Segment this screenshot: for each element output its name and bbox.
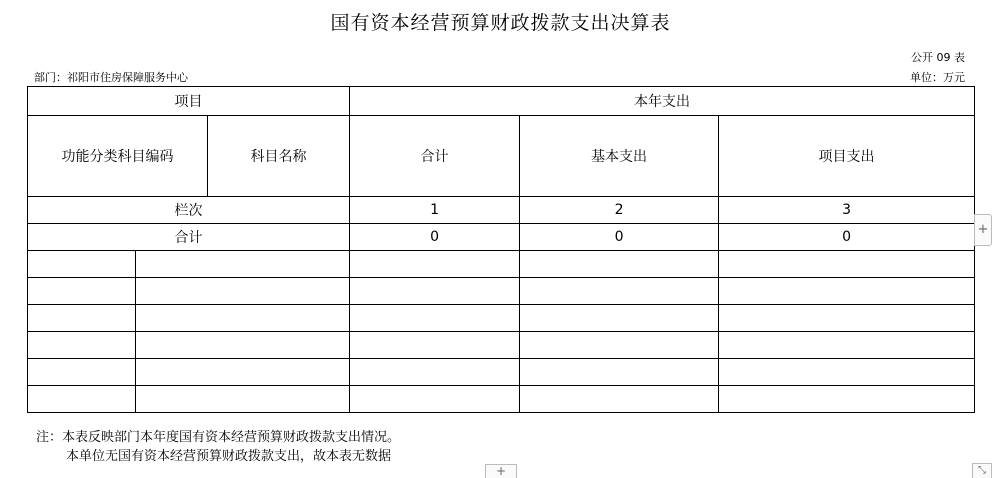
table-cell[interactable] — [350, 278, 520, 305]
add-column-icon[interactable]: + — [974, 214, 992, 246]
table-cell[interactable] — [520, 332, 719, 359]
table-row — [28, 278, 975, 305]
table-cell[interactable] — [350, 359, 520, 386]
column-index-3[interactable]: 3 — [719, 197, 975, 224]
table-cell[interactable] — [520, 251, 719, 278]
table-cell[interactable] — [136, 251, 350, 278]
table-cell[interactable] — [28, 332, 136, 359]
column-index-1[interactable]: 1 — [350, 197, 520, 224]
total-row-total[interactable]: 0 — [350, 224, 520, 251]
header-subject-name[interactable]: 科目名称 — [208, 116, 350, 197]
resize-handle-icon[interactable]: ⤡ — [972, 463, 992, 478]
table-cell[interactable] — [136, 278, 350, 305]
header-current-year-expense[interactable]: 本年支出 — [350, 87, 975, 116]
add-row-icon[interactable]: + — [485, 464, 517, 478]
table-cell[interactable] — [719, 251, 975, 278]
header-total[interactable]: 合计 — [350, 116, 520, 197]
unit-label: 单位：万元 — [910, 71, 965, 84]
table-row — [28, 386, 975, 413]
header-func-code[interactable]: 功能分类科目编码 — [28, 116, 208, 197]
table-cell[interactable] — [350, 332, 520, 359]
table-cell[interactable] — [136, 359, 350, 386]
column-index-2[interactable]: 2 — [520, 197, 719, 224]
total-row — [28, 224, 975, 251]
note-line-2: 本单位无国有资本经营预算财政拨款支出，故本表无数据 — [66, 449, 392, 464]
table-cell[interactable] — [520, 359, 719, 386]
table-row — [28, 305, 975, 332]
table-cell[interactable] — [350, 386, 520, 413]
header-project-expense[interactable]: 项目支出 — [719, 116, 975, 197]
header-project[interactable]: 项目 — [28, 87, 350, 116]
expense-table — [27, 86, 975, 413]
table-cell[interactable] — [350, 251, 520, 278]
table-row — [28, 359, 975, 386]
table-cell[interactable] — [136, 305, 350, 332]
table-cell[interactable] — [28, 251, 136, 278]
table-cell[interactable] — [719, 386, 975, 413]
column-index-label[interactable]: 栏次 — [28, 197, 350, 224]
note-line-1: 注：本表反映部门本年度国有资本经营预算财政拨款支出情况。 — [36, 430, 401, 445]
table-cell[interactable] — [719, 278, 975, 305]
table-row — [28, 251, 975, 278]
table-cell[interactable] — [350, 305, 520, 332]
column-index-row — [28, 197, 975, 224]
department-label: 部门：祁阳市住房保障服务中心 — [34, 71, 188, 84]
header-row-sub — [28, 116, 975, 197]
table-cell[interactable] — [719, 359, 975, 386]
table-cell[interactable] — [520, 386, 719, 413]
table-cell[interactable] — [520, 278, 719, 305]
total-row-project[interactable]: 0 — [719, 224, 975, 251]
table-cell[interactable] — [136, 332, 350, 359]
table-cell[interactable] — [719, 305, 975, 332]
table-row — [28, 332, 975, 359]
header-basic-expense[interactable]: 基本支出 — [520, 116, 719, 197]
table-cell[interactable] — [719, 332, 975, 359]
table-cell[interactable] — [28, 386, 136, 413]
table-cell[interactable] — [28, 305, 136, 332]
table-cell[interactable] — [520, 305, 719, 332]
table-cell[interactable] — [136, 386, 350, 413]
form-number: 公开 09 表 — [911, 51, 965, 64]
header-row-top — [28, 87, 975, 116]
total-row-basic[interactable]: 0 — [520, 224, 719, 251]
total-row-label[interactable]: 合计 — [28, 224, 350, 251]
document-title: 国有资本经营预算财政拨款支出决算表 — [330, 12, 671, 34]
table-cell[interactable] — [28, 359, 136, 386]
table-cell[interactable] — [28, 278, 136, 305]
